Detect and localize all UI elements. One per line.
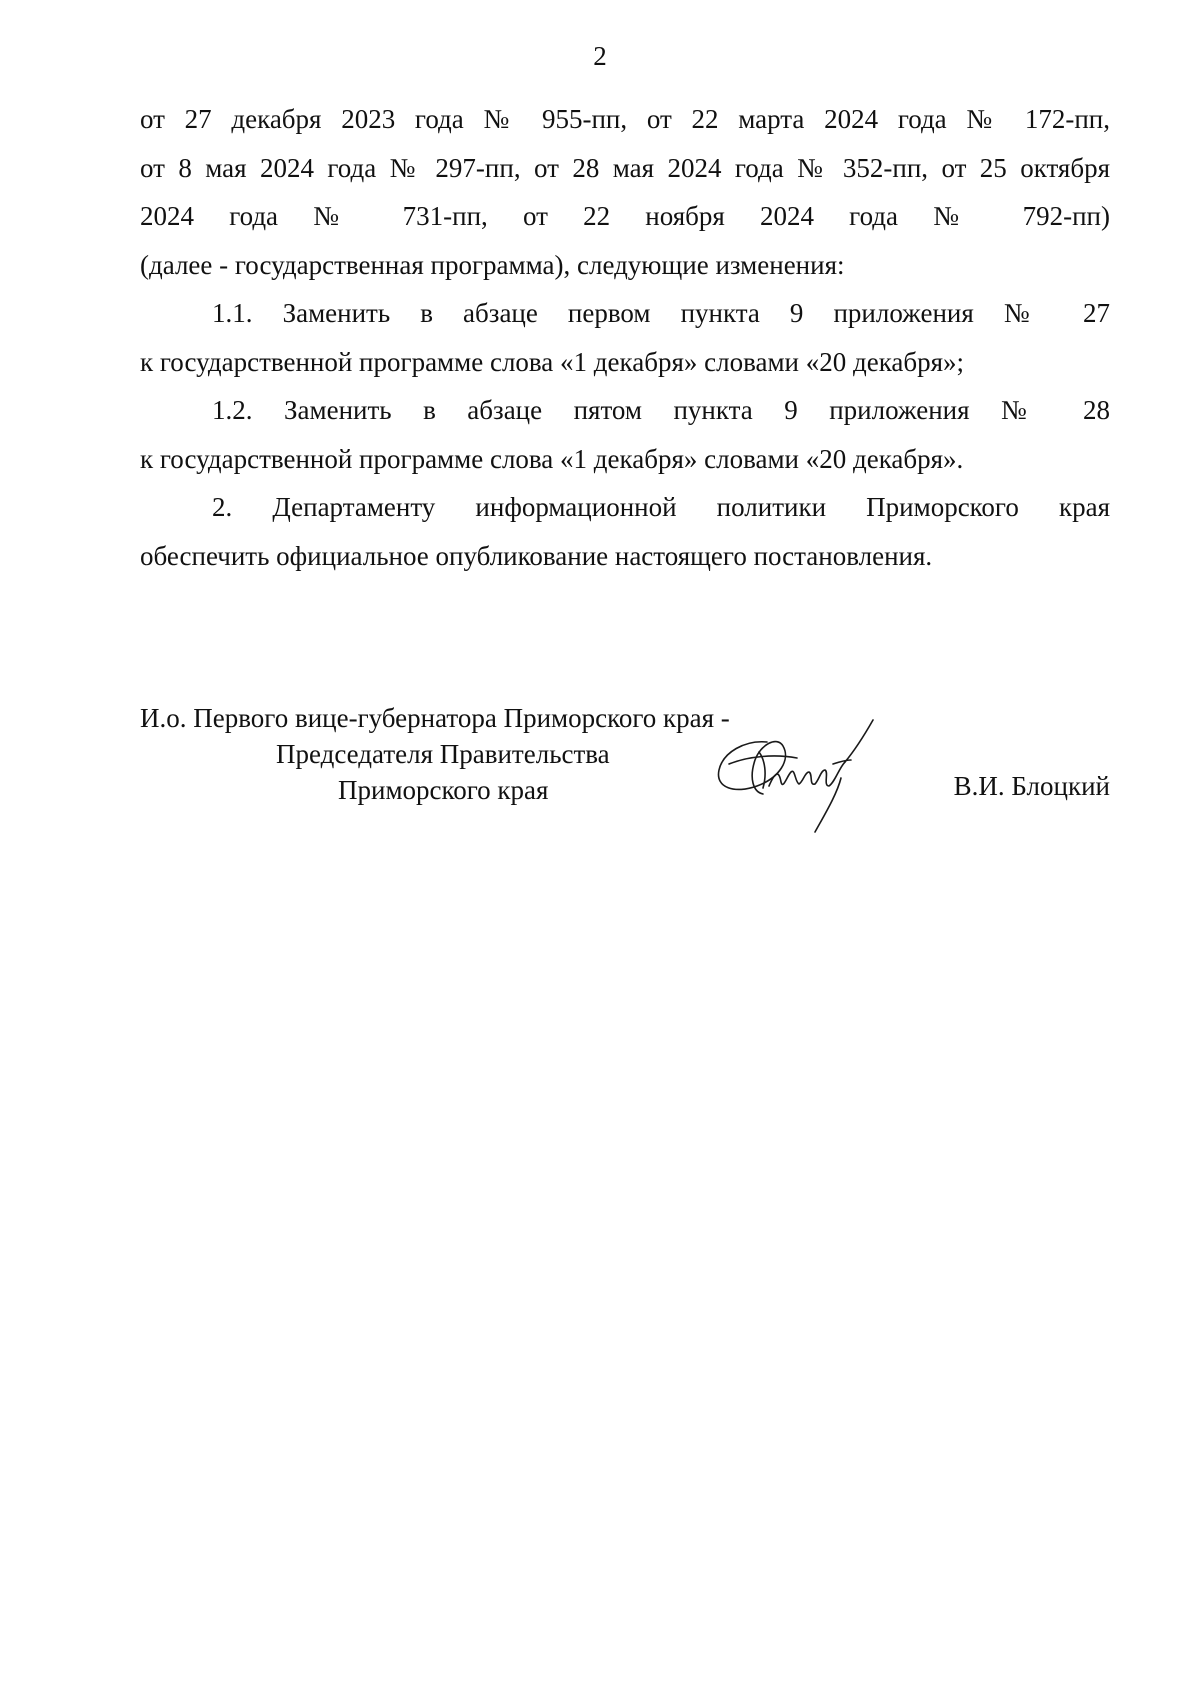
paragraph-line: к государственной программе слова «1 декабря» словами «20 декабря». <box>140 443 964 474</box>
paragraph-line: 1.1. Заменить в абзаце первом пункта 9 приложения № 27 <box>212 298 1110 328</box>
signature-block <box>140 700 1110 830</box>
handwritten-signature <box>705 690 905 840</box>
paragraph-line: от 8 мая 2024 года № 297-пп, от 28 мая 2024 года № 352-пп, от 25 октября <box>140 152 1110 183</box>
paragraph-line: к государственной программе слова «1 декабря» словами «20 декабря»; <box>140 346 965 377</box>
signatory-title-line: Приморского края <box>338 775 549 805</box>
document-body <box>140 95 1110 580</box>
paragraph-line: (далее - государственная программа), следующие изменения: <box>140 249 845 280</box>
signatory-title <box>140 700 730 808</box>
paragraph-line: от 27 декабря 2023 года № 955-пп, от 22 марта 2024 года № 172-пп, <box>140 104 1110 134</box>
paragraph-line: 2024 года № 731-пп, от 22 ноября 2024 года № 792-пп) <box>140 201 1110 231</box>
paragraph-line: 1.2. Заменить в абзаце пятом пункта 9 приложения № 28 <box>212 395 1110 425</box>
page-number: 2 <box>593 41 607 71</box>
paragraph-line: 2. Департаменту информационной политики Приморского края <box>212 492 1110 522</box>
signatory-name: В.И. Блоцкий <box>953 771 1110 801</box>
signatory-title-line: Председателя Правительства <box>276 739 610 769</box>
signatory-title-line: И.о. Первого вице-губернатора Приморского края - <box>140 703 730 733</box>
paragraph-line: обеспечить официальное опубликование настоящего постановления. <box>140 540 933 571</box>
